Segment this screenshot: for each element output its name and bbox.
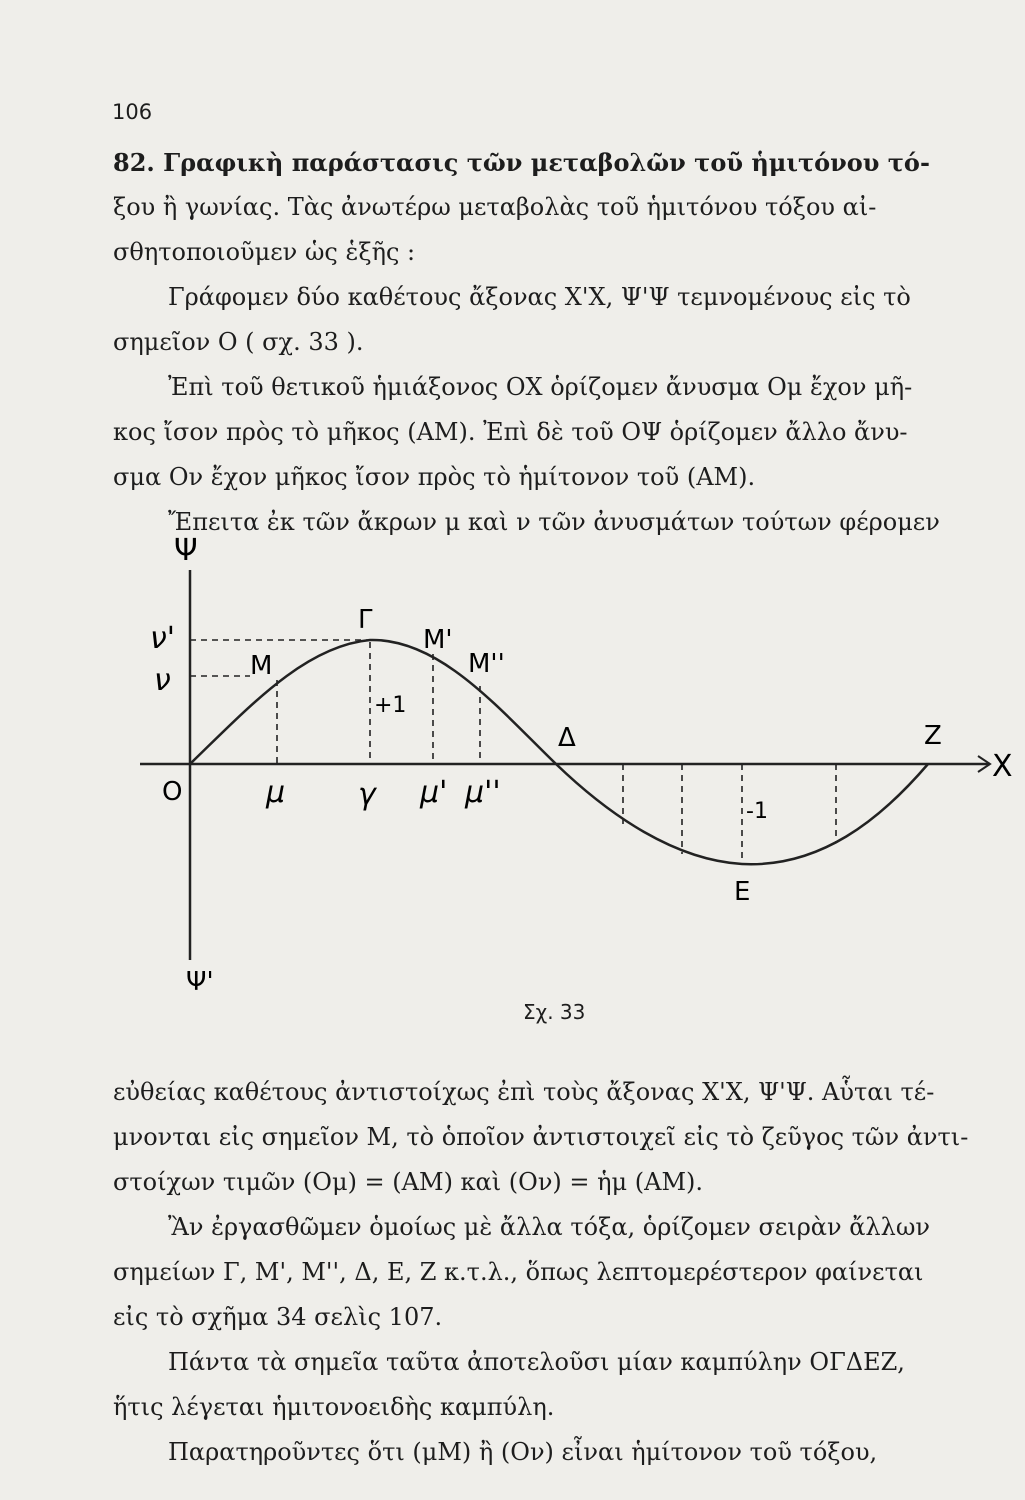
text-line: σημεῖον Ο ( σχ. 33 ). bbox=[113, 328, 364, 356]
text-line: σμα Ον ἔχον μῆκος ἴσον πρὸς τὸ ἡμίτονον τοῦ (ΑΜ). bbox=[113, 463, 756, 491]
text-line: ξου ἢ γωνίας. Τὰς ἀνωτέρω μεταβολὰς τοῦ ἡμιτόνου τόξου αἰ- bbox=[113, 193, 877, 221]
label-z: Z bbox=[924, 721, 942, 751]
label-origin: O bbox=[162, 777, 183, 807]
label-nu-prime: ν' bbox=[150, 621, 176, 656]
label-delta: Δ bbox=[558, 723, 576, 753]
section-text bbox=[113, 140, 973, 545]
section-heading: 82. Γραφικὴ παράστασις τῶν μεταβολῶν τοῦ ἡμιτόνου τό- bbox=[113, 148, 930, 177]
label-m-prime: M' bbox=[423, 625, 453, 655]
text-line: Γράφομεν δύο καθέτους ἄξονας Χ'Χ, Ψ'Ψ τεμνομένους εἰς τὸ bbox=[168, 283, 911, 311]
text-line: Ἂν ἐργασθῶμεν ὁμοίως μὲ ἄλλα τόξα, ὁρίζομεν σειρὰν ἄλλων bbox=[168, 1213, 931, 1241]
label-mu-double: μ'' bbox=[465, 775, 501, 810]
text-line: ἥτις λέγεται ἡμιτονοειδὴς καμπύλη. bbox=[113, 1393, 555, 1421]
text-line: Ἔπειτα ἐκ τῶν ἄκρων μ καὶ ν τῶν ἀνυσμάτων τούτων φέρομεν bbox=[168, 508, 940, 536]
label-mu: μ bbox=[266, 775, 286, 810]
label-e: E bbox=[734, 877, 751, 907]
text-line: κος ἴσον πρὸς τὸ μῆκος (ΑΜ). Ἐπὶ δὲ τοῦ ΟΨ ὁρίζομεν ἄλλο ἄνυ- bbox=[113, 418, 908, 446]
text-line: εὐθείας καθέτους ἀντιστοίχως ἐπὶ τοὺς ἄξονας Χ'Χ, Ψ'Ψ. Αὗται τέ- bbox=[113, 1078, 935, 1106]
label-psi: Ψ bbox=[174, 533, 198, 568]
sine-diagram bbox=[130, 520, 1020, 1000]
text-line: σημείων Γ, Μ', Μ'', Δ, Ε, Ζ κ.τ.λ., ὅπως λεπτομερέστερον φαίνεται bbox=[113, 1258, 924, 1286]
text-line: σθητοποιοῦμεν ὡς ἑξῆς : bbox=[113, 238, 416, 266]
label-m-double: M'' bbox=[468, 649, 505, 679]
figure-caption: Σχ. 33 bbox=[523, 1000, 586, 1024]
label-mu-prime: μ' bbox=[420, 775, 448, 810]
label-M: M bbox=[250, 651, 273, 681]
sine-curve-figure bbox=[130, 520, 1020, 1000]
label-x: X bbox=[992, 749, 1013, 784]
text-line: στοίχων τιμῶν (Ομ) = (ΑΜ) καὶ (Ον) = ἡμ (ΑΜ). bbox=[113, 1168, 704, 1196]
label-gamma-small: γ bbox=[358, 777, 376, 812]
text-line: μνονται εἰς σημεῖον Μ, τὸ ὁποῖον ἀντιστοιχεῖ εἰς τὸ ζεῦγος τῶν ἀντι- bbox=[113, 1123, 969, 1151]
text-line: εἰς τὸ σχῆμα 34 σελὶς 107. bbox=[113, 1303, 443, 1331]
text-line: Παρατηροῦντες ὅτι (μΜ) ἢ (Ον) εἶναι ἡμίτονον τοῦ τόξου, bbox=[168, 1438, 878, 1466]
text-line: Πάντα τὰ σημεῖα ταῦτα ἀποτελοῦσι μίαν καμπύλην ΟΓΔΕΖ, bbox=[168, 1348, 905, 1376]
label-nu: ν bbox=[154, 663, 171, 698]
label-psi-prime: Ψ' bbox=[186, 967, 214, 997]
text-line: Ἐπὶ τοῦ θετικοῦ ἡμιάξονος ΟΧ ὁρίζομεν ἄνυσμα Ομ ἔχον μῆ- bbox=[168, 373, 913, 401]
page-number: 106 bbox=[112, 100, 153, 124]
label-plus-one: +1 bbox=[374, 693, 407, 718]
label-gamma: Γ bbox=[358, 605, 373, 635]
continuation-text bbox=[113, 1070, 973, 1475]
label-minus-one: -1 bbox=[746, 799, 768, 824]
